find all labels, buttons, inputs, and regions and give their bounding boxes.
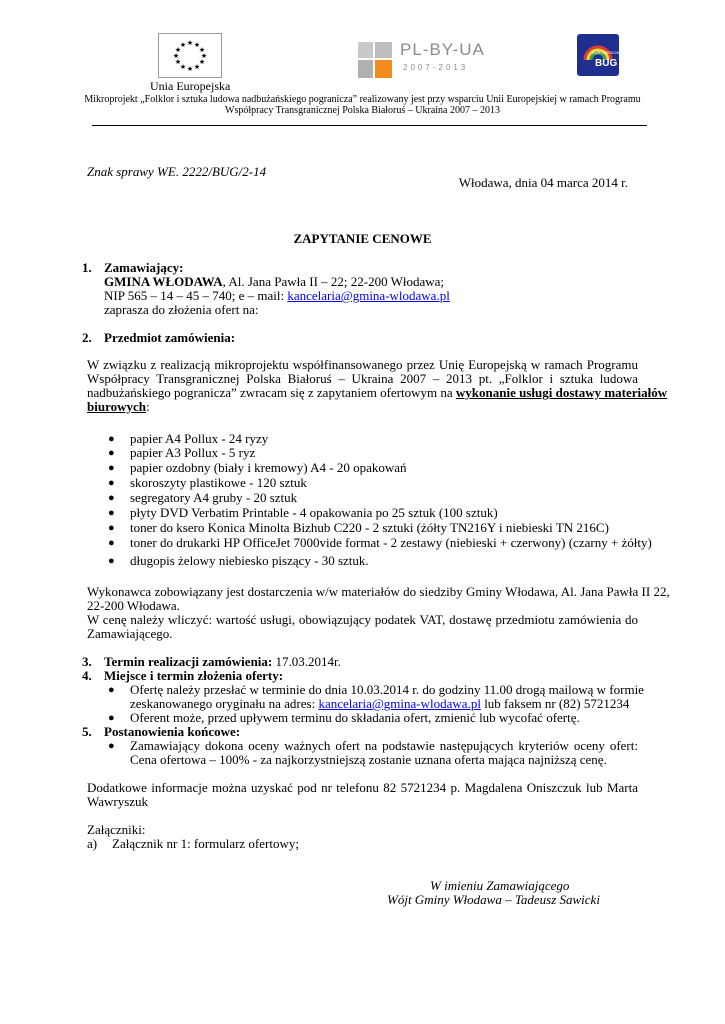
svg-text:★: ★ xyxy=(198,46,206,54)
invite-text: zaprasza do złożenia ofert na: xyxy=(104,302,259,317)
bug-label: BUG xyxy=(595,58,618,69)
price-line2: Zamawiającego. xyxy=(87,626,173,641)
svg-text:★: ★ xyxy=(172,52,180,60)
bullet-icon: ● xyxy=(108,684,115,696)
list-item: długopis żelowy niebiesko piszący - 30 sztuk. xyxy=(130,553,369,568)
signature-line1: W imieniu Zamawiającego xyxy=(430,878,570,893)
list-item: papier ozdobny (biały i kremowy) A4 - 20 opakowań xyxy=(130,460,407,475)
section3-heading: Termin realizacji zamówienia: xyxy=(104,654,273,669)
authority-name: GMINA WŁODAWA xyxy=(104,274,223,289)
svg-text:★: ★ xyxy=(193,41,201,49)
plbyua-logo-years: 2007-2013 xyxy=(403,63,469,72)
header-caption-line1: Mikroprojekt „Folklor i sztuka ludowa nadbużańskiego pogranicza” realizowany jest przy wsparciu Unii Europejskiej w ramach Programu xyxy=(84,94,641,105)
contact-line2: Wawryszuk xyxy=(87,794,149,809)
section2-number: 2. xyxy=(82,330,92,345)
section5-heading: Postanowienia końcowe: xyxy=(104,724,241,739)
delivery-line1: Wykonawca zobowiązany jest dostarczenia w/w materiałów do siedziby Gminy Włodawa, Al. Jana Pawła II 22, xyxy=(87,584,670,599)
svg-text:★: ★ xyxy=(179,41,187,49)
delivery-line2: 22-200 Włodawa. xyxy=(87,598,180,613)
bullet-icon: ● xyxy=(108,537,115,549)
list-item: toner do drukarki HP OfficeJet 7000vide format - 2 zestawy (niebieski + czerwony) (czarny + żółty) xyxy=(130,535,652,550)
svg-text:★: ★ xyxy=(200,52,208,60)
section5-b1-line1: Zamawiający dokona oceny ważnych ofert na podstawie następujących kryteriów oceny ofert: xyxy=(130,738,638,753)
subject-para-line3-bold: wykonanie usługi dostawy materiałów xyxy=(455,385,668,400)
case-reference: Znak sprawy WE. 2222/BUG/2-14 xyxy=(87,164,267,179)
subject-para-line1: W związku z realizacją mikroprojektu współfinansowanego przez Unię Europejską w ramach Programu xyxy=(87,357,638,372)
list-item: płyty DVD Verbatim Printable - 4 opakowania po 25 sztuk (100 sztuk) xyxy=(130,505,498,520)
bullet-icon: ● xyxy=(108,522,115,534)
list-item: papier A3 Pollux - 5 ryz xyxy=(130,445,256,460)
svg-text:★: ★ xyxy=(193,63,201,71)
signature-line2: Wójt Gminy Włodawa – Tadeusz Sawicki xyxy=(387,892,600,907)
eu-stars-icon xyxy=(159,34,221,77)
subject-para-line2: Współpracy Transgranicznej Polska Białoruś – Ukraina 2007 – 2013 pt. „Folklor i sztuka ludowa xyxy=(87,371,638,386)
svg-text:★: ★ xyxy=(186,39,194,47)
section4-b1-line1: Ofertę należy przesłać w terminie do dnia 10.03.2014 r. do godziny 11.00 drogą mailową w formie xyxy=(130,682,644,697)
section4-b1-line2-start: zeskanowanego oryginału na adres: xyxy=(130,696,319,711)
section4-b1-line2-end: lub faksem nr (82) 5721234 xyxy=(480,696,630,711)
list-item: papier A4 Pollux - 24 ryzy xyxy=(130,431,269,446)
list-item: segregatory A4 gruby - 20 sztuk xyxy=(130,490,298,505)
subject-para-line3 xyxy=(87,385,668,401)
offer-email-link[interactable]: kancelaria@gmina-wlodawa.pl xyxy=(318,696,481,711)
section2-heading: Przedmiot zamówienia: xyxy=(104,330,236,345)
bullet-icon: ● xyxy=(108,462,115,474)
subject-para-line4-bold: biurowych xyxy=(87,399,146,414)
authority-address: , Al. Jana Pawła II – 22; 22-200 Włodawa; xyxy=(222,274,445,289)
eu-label: Unia Europejska xyxy=(150,79,231,93)
plbyua-logo-text: PL-BY-UA xyxy=(400,40,485,59)
svg-text:★: ★ xyxy=(179,63,187,71)
subject-para-line4 xyxy=(87,399,150,415)
section3-number: 3. xyxy=(82,654,92,669)
bullet-icon: ● xyxy=(108,477,115,489)
section1-heading: Zamawiający: xyxy=(104,260,184,275)
bullet-icon: ● xyxy=(108,492,115,504)
section4-b2: Oferent może, przed upływem terminu do składania ofert, zmienić lub wycofać ofertę. xyxy=(130,710,580,725)
contact-line1: Dodatkowe informacje można uzyskać pod nr telefonu 82 5721234 p. Magdalena Oniszczuk lub Marta xyxy=(87,780,638,795)
attachment-a: Załącznik nr 1: formularz ofertowy; xyxy=(112,836,299,851)
place-date: Włodawa, dnia 04 marca 2014 r. xyxy=(458,175,628,190)
header-divider xyxy=(92,125,647,126)
subject-para-line3-start: nadbużańskiego pogranicza” zwracam się z zapytaniem ofertowym na xyxy=(87,385,456,400)
bullet-icon: ● xyxy=(108,555,115,567)
section5-b1-line2: Cena ofertowa – 100% - za najkorzystniejszą zostanie uznana oferta mająca najniższą cenę. xyxy=(130,752,607,767)
bullet-icon: ● xyxy=(108,447,115,459)
plbyua-logo-mark xyxy=(358,42,392,78)
section4-number: 4. xyxy=(82,668,92,683)
authority-email-link[interactable]: kancelaria@gmina-wlodawa.pl xyxy=(287,288,450,303)
bullet-icon: ● xyxy=(108,507,115,519)
price-line1: W cenę należy wliczyć: wartość usługi, obowiązujący podatek VAT, dostawę przedmiotu zamówienia do xyxy=(87,612,638,627)
bullet-icon: ● xyxy=(108,433,115,445)
section4-heading: Miejsce i termin złożenia oferty: xyxy=(104,668,284,683)
svg-text:★: ★ xyxy=(174,46,182,54)
euroregion-bug-logo xyxy=(577,34,619,76)
euroregion-label: EUROREGION xyxy=(592,50,619,55)
header-caption-line2: Współpracy Transgranicznej Polska Białoruś – Ukraina 2007 – 2013 xyxy=(225,105,500,116)
section5-number: 5. xyxy=(82,724,92,739)
list-item: skoroszyty plastikowe - 120 sztuk xyxy=(130,475,307,490)
section3-value: 17.03.2014r. xyxy=(272,654,341,669)
svg-text:★: ★ xyxy=(186,65,194,73)
bullet-icon: ● xyxy=(108,712,115,724)
list-item: toner do ksero Konica Minolta Bizhub C220 - 2 sztuki (żółty TN216Y i niebieski TN 216C) xyxy=(130,520,609,535)
svg-text:★: ★ xyxy=(198,58,206,66)
attachment-a-letter: a) xyxy=(87,836,98,851)
nip-label: NIP 565 – 14 – 45 – 740; e – mail: xyxy=(104,288,288,303)
eu-flag-logo xyxy=(158,33,222,78)
document-title: ZAPYTANIE CENOWE xyxy=(293,231,432,246)
section1-number: 1. xyxy=(82,260,92,275)
bullet-icon: ● xyxy=(108,740,115,752)
svg-text:★: ★ xyxy=(174,58,182,66)
subject-para-line4-end: : xyxy=(146,399,150,414)
attachments-label: Załączniki: xyxy=(87,822,146,837)
